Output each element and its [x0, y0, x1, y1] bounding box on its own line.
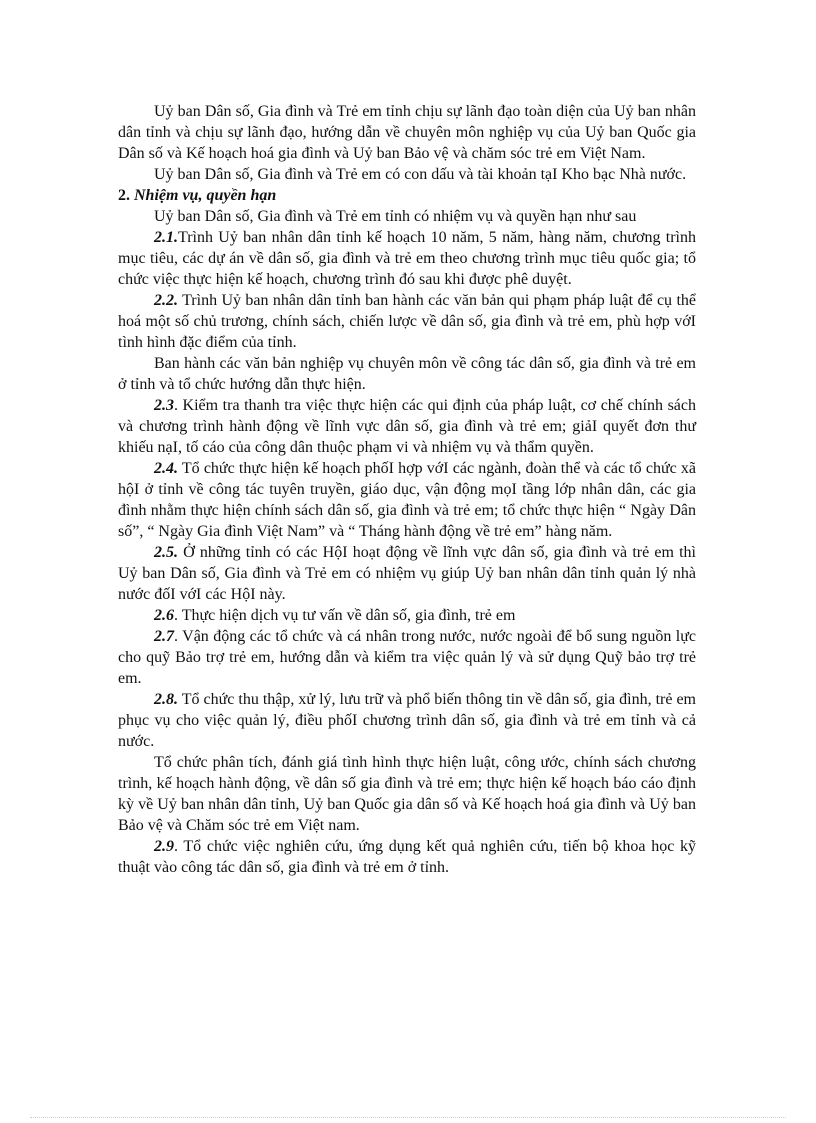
item-text: . Kiểm tra thanh tra việc thực hiện các qui định của pháp luật, cơ chế chính sách và chương trình hành động về lĩnh vực dân số, gia đình và trẻ em; giảI quyết đơn thư khiếu nạI, tố cáo của công dân thuộc phạm vi và nhiệm vụ và thẩm quyền. [118, 397, 696, 456]
page-bottom-divider [30, 1117, 786, 1118]
item-2-8 [118, 689, 696, 752]
item-number: 2.9 [154, 838, 174, 855]
item-number: 2.1. [154, 229, 178, 246]
item-text: Tổ chức thực hiện kế hoạch phốI hợp vớI các ngành, đoàn thể và các tổ chức xã hộI ở tỉnh về công tác tuyên truyền, giáo dục, vận động mọI tầng lớp nhân dân, các gia đình nhằm thực hiện chính sách dân số, gia đình và trẻ em; tổ chức thực hiện “ Ngày Dân số”, “ Ngày Gia đình Việt Nam” và “ Tháng hành động về trẻ em” hàng năm. [118, 460, 696, 540]
item-2-6 [118, 605, 696, 626]
item-2-2 [118, 290, 696, 353]
item-text: Ở những tỉnh có các HộI hoạt động về lĩnh vực dân số, gia đình và trẻ em thì Uỷ ban Dân số, Gia đình và Trẻ em có nhiệm vụ giúp Uỷ ban nhân dân tỉnh quản lý nhà nước đốI vớI các HộI này. [118, 544, 696, 603]
item-2-8-extra: Tổ chức phân tích, đánh giá tình hình thực hiện luật, công ước, chính sách chương trình, kế hoạch hành động, về dân số gia đình và trẻ em; thực hiện kế hoạch báo cáo định kỳ về Uỷ ban nhân dân tỉnh, Uỷ ban Quốc gia dân số và Kế hoạch hoá gia đình và Uỷ ban Bảo vệ và Chăm sóc trẻ em Việt nam. [118, 754, 696, 834]
item-2-5 [118, 542, 696, 605]
item-text: . Thực hiện dịch vụ tư vấn về dân số, gia đình, trẻ em [174, 607, 516, 624]
item-text: Trình Uỷ ban nhân dân tỉnh kế hoạch 10 năm, 5 năm, hàng năm, chương trình mục tiêu, các dự án về dân số, gia đình và trẻ em theo chương trình mục tiêu quốc gia; tổ chức việc thực hiện kế hoạch, chương trình đó sau khi được phê duyệt. [118, 229, 696, 288]
item-number: 2.7 [154, 628, 174, 645]
section-heading [118, 185, 696, 206]
item-number: 2.2. [154, 292, 178, 309]
item-number: 2.5. [154, 544, 178, 561]
section-title: Nhiệm vụ, quyền hạn [134, 187, 277, 204]
item-text: . Vận động các tổ chức và cá nhân trong nước, nước ngoài để bổ sung nguồn lực cho quỹ Bảo trợ trẻ em, hướng dẫn và kiểm tra việc quản lý và sử dụng Quỹ bảo trợ trẻ em. [118, 628, 696, 687]
item-2-7 [118, 626, 696, 689]
item-text: Tổ chức thu thập, xử lý, lưu trữ và phổ biến thông tin về dân số, gia đình, trẻ em phục vụ cho việc quản lý, điều phốI chương trình dân số, gia đình và trẻ em tỉnh và cả nước. [118, 691, 696, 750]
intro-paragraph-2: Uỷ ban Dân số, Gia đình và Trẻ em có con dấu và tài khoản tạI Kho bạc Nhà nước. [154, 166, 687, 183]
item-2-9 [118, 836, 696, 878]
item-text: . Tổ chức việc nghiên cứu, ứng dụng kết quả nghiên cứu, tiến bộ khoa học kỹ thuật vào công tác dân số, gia đình và trẻ em ở tỉnh. [118, 838, 696, 876]
item-2-4 [118, 458, 696, 542]
item-2-1 [118, 227, 696, 290]
section-number: 2. [118, 187, 130, 204]
document-page [118, 101, 696, 878]
item-number: 2.4. [154, 460, 178, 477]
lead-paragraph: Uỷ ban Dân số, Gia đình và Trẻ em tỉnh có nhiệm vụ và quyền hạn như sau [154, 208, 637, 225]
item-number: 2.3 [154, 397, 174, 414]
item-2-3 [118, 395, 696, 458]
intro-paragraph-1: Uỷ ban Dân số, Gia đình và Trẻ em tỉnh chịu sự lãnh đạo toàn diện của Uỷ ban nhân dân tỉnh và chịu sự lãnh đạo, hướng dẫn về chuyên môn nghiệp vụ của Uỷ ban Quốc gia Dân số và Kế hoạch hoá gia đình và Uỷ ban Bảo vệ và chăm sóc trẻ em Việt Nam. [118, 103, 696, 162]
item-number: 2.8. [154, 691, 178, 708]
item-2-2-extra: Ban hành các văn bản nghiệp vụ chuyên môn về công tác dân số, gia đình và trẻ em ở tỉnh và tổ chức hướng dẫn thực hiện. [118, 355, 696, 393]
item-text: Trình Uỷ ban nhân dân tỉnh ban hành các văn bản qui phạm pháp luật để cụ thể hoá một số chủ trương, chính sách, chiến lược về dân số, gia đình và trẻ em, phù hợp vớI tình hình đặc điểm của tỉnh. [118, 292, 696, 351]
item-number: 2.6 [154, 607, 174, 624]
